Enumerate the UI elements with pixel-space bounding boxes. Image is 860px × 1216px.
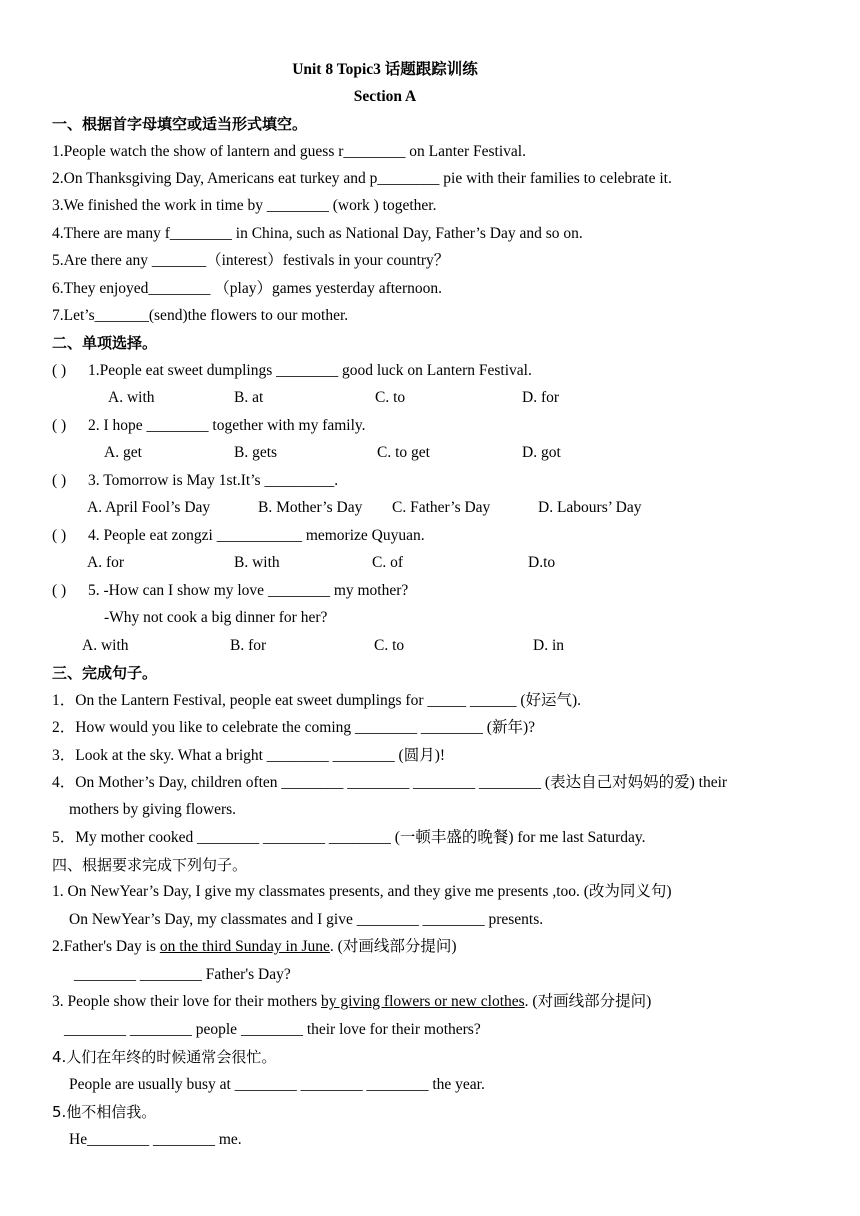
option-a: A. with	[108, 389, 155, 406]
answer-paren: ( )	[52, 417, 67, 434]
q2-suffix: . (对画线部分提问)	[329, 938, 457, 955]
part4-q5-answer: He________ ________ me.	[69, 1131, 242, 1148]
option-a: A. get	[104, 444, 142, 461]
option-a: A. with	[82, 637, 129, 654]
option-c: C. to	[374, 637, 405, 654]
part1-item: 1.People watch the show of lantern and guess r________ on Lanter Festival.	[52, 143, 526, 160]
answer-paren: ( )	[52, 472, 67, 489]
option-b: B. gets	[234, 444, 278, 461]
part1-item: 6.They enjoyed________ （play）games yesterday afternoon.	[52, 280, 442, 297]
option-b: B. with	[234, 554, 280, 571]
choice-question	[52, 361, 532, 381]
option-d: D. got	[522, 444, 561, 461]
question-stem: 4. People eat zongzi ___________ memorize Quyuan.	[88, 527, 425, 544]
option-b: B. for	[230, 637, 267, 654]
question-stem: 5. -How can I show my love ________ my mother?	[88, 582, 409, 599]
option-b: B. at	[234, 389, 264, 406]
part4-q1: 1. On NewYear’s Day, I give my classmates presents, and they give me presents ,too. (改为同义句)	[52, 883, 672, 900]
part3-heading: 三、完成句子。	[52, 664, 158, 682]
part3-item: 5．My mother cooked ________ ________ ________ (一顿丰盛的晚餐) for me last Saturday.	[52, 829, 646, 846]
choice-question	[52, 471, 338, 491]
q3-prefix: 3. People show their love for their mothers	[52, 993, 322, 1010]
part1-item: 7.Let’s_______(send)the flowers to our mother.	[52, 307, 349, 324]
part4-q2	[52, 937, 456, 957]
part3-item-continued: mothers by giving flowers.	[69, 801, 237, 818]
part3-item: 3．Look at the sky. What a bright ________ ________ (圆月)!	[52, 747, 446, 764]
choice-question	[52, 581, 408, 601]
choice-question	[52, 416, 366, 436]
answer-paren: ( )	[52, 527, 67, 544]
section-label: Section A	[353, 88, 417, 105]
part4-q5: 5.他不相信我。	[52, 1103, 157, 1121]
part3-item: 2．How would you like to celebrate the coming ________ ________ (新年)?	[52, 719, 535, 736]
q3-underlined: by giving flowers or new clothes	[321, 993, 525, 1010]
part1-item: 4.There are many f________ in China, such as National Day, Father’s Day and so on.	[52, 225, 583, 242]
choice-question	[52, 526, 425, 546]
question-stem: 1.People eat sweet dumplings ________ good luck on Lantern Festival.	[88, 362, 532, 379]
part3-item: 4．On Mother’s Day, children often ________ ________ ________ ________ (表达自己对妈妈的爱) their	[52, 774, 728, 791]
part1-item: 5.Are there any _______（interest）festivals in your country？	[52, 252, 450, 269]
option-a: A. for	[87, 554, 125, 571]
part4-q4-answer: People are usually busy at ________ ________ ________ the year.	[69, 1076, 485, 1093]
part1-item: 2.On Thanksgiving Day, Americans eat turkey and p________ pie with their families to celebrate it.	[52, 170, 672, 187]
q3-suffix: . (对画线部分提问)	[524, 993, 652, 1010]
answer-paren: ( )	[52, 582, 67, 599]
q2-underlined: on the third Sunday in June	[159, 938, 330, 955]
answer-paren: ( )	[52, 362, 67, 379]
option-d: D. for	[522, 389, 560, 406]
question-reply: -Why not cook a big dinner for her?	[104, 609, 328, 626]
part1-heading: 一、根据首字母填空或适当形式填空。	[52, 115, 308, 133]
part3-item: 1．On the Lantern Festival, people eat sweet dumplings for _____ ______ (好运气).	[52, 692, 582, 709]
option-c: C. of	[372, 554, 403, 571]
option-a: A. April Fool’s Day	[87, 499, 211, 516]
q2-prefix: 2.Father's Day is	[52, 938, 160, 955]
option-c: C. Father’s Day	[392, 499, 491, 516]
part4-heading: 四、根据要求完成下列句子。	[52, 856, 248, 874]
part1-item: 3.We finished the work in time by ________ (work ) together.	[52, 197, 437, 214]
part4-q4: 4.人们在年终的时候通常会很忙。	[52, 1048, 277, 1066]
part4-q1-answer: On NewYear’s Day, my classmates and I give ________ ________ presents.	[69, 911, 544, 928]
part4-q3-answer: ________ ________ people ________ their love for their mothers?	[64, 1021, 481, 1038]
option-c: C. to	[375, 389, 406, 406]
option-c: C. to get	[377, 444, 430, 461]
part4-q2-answer: ________ ________ Father's Day?	[74, 966, 291, 983]
option-b: B. Mother’s Day	[258, 499, 363, 516]
part4-q3	[52, 992, 651, 1012]
question-stem: 2. I hope ________ together with my family.	[88, 417, 366, 434]
page-title: Unit 8 Topic3 话题跟踪训练	[292, 61, 478, 78]
option-d: D. in	[533, 637, 564, 654]
option-d: D. Labours’ Day	[538, 499, 642, 516]
option-d: D.to	[528, 554, 556, 571]
part2-heading: 二、单项选择。	[52, 334, 158, 352]
question-stem: 3. Tomorrow is May 1st.It’s _________.	[88, 472, 339, 489]
